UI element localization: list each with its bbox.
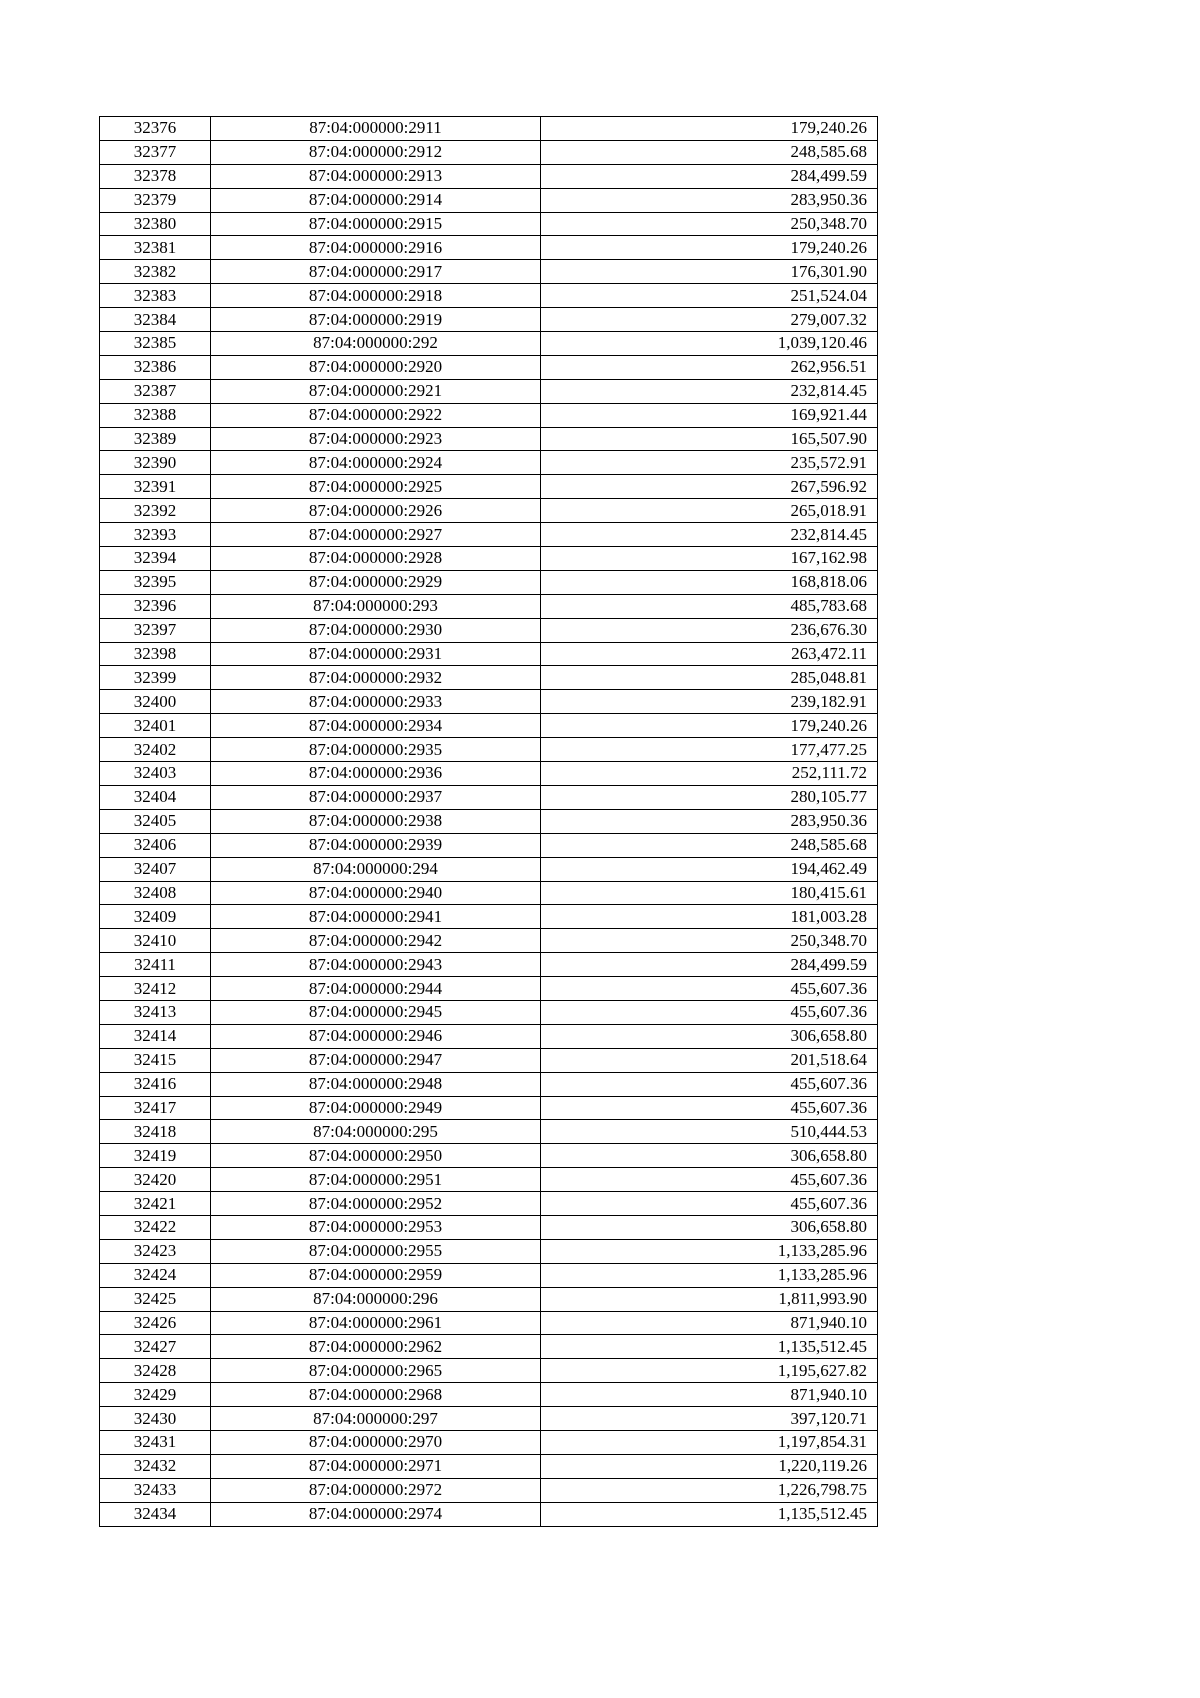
value-cell: 169,921.44 [541, 403, 878, 427]
value-cell: 180,415.61 [541, 881, 878, 905]
row-number-cell: 32385 [100, 332, 211, 356]
value-cell: 181,003.28 [541, 905, 878, 929]
table-row [100, 570, 878, 594]
row-number-cell: 32403 [100, 762, 211, 786]
row-number-cell: 32423 [100, 1239, 211, 1263]
cadastral-number-cell: 87:04:000000:2930 [211, 618, 541, 642]
cadastral-number-cell: 87:04:000000:2962 [211, 1335, 541, 1359]
table-row [100, 594, 878, 618]
value-cell: 232,814.45 [541, 523, 878, 547]
row-number-cell: 32417 [100, 1096, 211, 1120]
table-row [100, 1144, 878, 1168]
row-number-cell: 32390 [100, 451, 211, 475]
cadastral-number-cell: 87:04:000000:2970 [211, 1430, 541, 1454]
table-row [100, 547, 878, 571]
table-row [100, 977, 878, 1001]
value-cell: 1,226,798.75 [541, 1478, 878, 1502]
cadastral-number-cell: 87:04:000000:2952 [211, 1192, 541, 1216]
value-cell: 871,940.10 [541, 1311, 878, 1335]
value-cell: 1,195,627.82 [541, 1359, 878, 1383]
row-number-cell: 32430 [100, 1407, 211, 1431]
row-number-cell: 32389 [100, 427, 211, 451]
row-number-cell: 32383 [100, 284, 211, 308]
value-cell: 510,444.53 [541, 1120, 878, 1144]
row-number-cell: 32415 [100, 1048, 211, 1072]
table-row [100, 1263, 878, 1287]
value-cell: 251,524.04 [541, 284, 878, 308]
cadastral-number-cell: 87:04:000000:2949 [211, 1096, 541, 1120]
row-number-cell: 32419 [100, 1144, 211, 1168]
table-row [100, 762, 878, 786]
cadastral-number-cell: 87:04:000000:2959 [211, 1263, 541, 1287]
cadastral-number-cell: 87:04:000000:2950 [211, 1144, 541, 1168]
row-number-cell: 32414 [100, 1024, 211, 1048]
row-number-cell: 32432 [100, 1454, 211, 1478]
row-number-cell: 32401 [100, 714, 211, 738]
table-row [100, 451, 878, 475]
table-row [100, 785, 878, 809]
table-body [100, 117, 878, 1527]
cadastral-number-cell: 87:04:000000:2934 [211, 714, 541, 738]
cadastral-number-cell: 87:04:000000:295 [211, 1120, 541, 1144]
row-number-cell: 32407 [100, 857, 211, 881]
row-number-cell: 32387 [100, 379, 211, 403]
table-row [100, 1407, 878, 1431]
row-number-cell: 32402 [100, 738, 211, 762]
row-number-cell: 32392 [100, 499, 211, 523]
table-row [100, 1287, 878, 1311]
value-cell: 194,462.49 [541, 857, 878, 881]
row-number-cell: 32422 [100, 1215, 211, 1239]
cadastral-number-cell: 87:04:000000:2933 [211, 690, 541, 714]
row-number-cell: 32421 [100, 1192, 211, 1216]
value-cell: 455,607.36 [541, 1168, 878, 1192]
value-cell: 248,585.68 [541, 140, 878, 164]
row-number-cell: 32431 [100, 1430, 211, 1454]
cadastral-number-cell: 87:04:000000:2917 [211, 260, 541, 284]
row-number-cell: 32409 [100, 905, 211, 929]
table-row [100, 1024, 878, 1048]
cadastral-number-cell: 87:04:000000:2929 [211, 570, 541, 594]
table-row [100, 833, 878, 857]
value-cell: 871,940.10 [541, 1383, 878, 1407]
value-cell: 201,518.64 [541, 1048, 878, 1072]
table-row [100, 117, 878, 141]
cadastral-number-cell: 87:04:000000:2972 [211, 1478, 541, 1502]
row-number-cell: 32398 [100, 642, 211, 666]
value-cell: 306,658.80 [541, 1144, 878, 1168]
row-number-cell: 32434 [100, 1502, 211, 1526]
cadastral-number-cell: 87:04:000000:2939 [211, 833, 541, 857]
table-row [100, 1502, 878, 1526]
row-number-cell: 32426 [100, 1311, 211, 1335]
cadastral-number-cell: 87:04:000000:2944 [211, 977, 541, 1001]
table-row [100, 1383, 878, 1407]
table-row [100, 332, 878, 356]
value-cell: 1,220,119.26 [541, 1454, 878, 1478]
value-cell: 235,572.91 [541, 451, 878, 475]
row-number-cell: 32388 [100, 403, 211, 427]
cadastral-number-cell: 87:04:000000:2948 [211, 1072, 541, 1096]
table-row [100, 857, 878, 881]
cadastral-number-cell: 87:04:000000:2937 [211, 785, 541, 809]
cadastral-number-cell: 87:04:000000:2947 [211, 1048, 541, 1072]
value-cell: 1,197,854.31 [541, 1430, 878, 1454]
value-cell: 1,133,285.96 [541, 1239, 878, 1263]
cadastral-number-cell: 87:04:000000:2928 [211, 547, 541, 571]
row-number-cell: 32428 [100, 1359, 211, 1383]
table-row [100, 714, 878, 738]
cadastral-number-cell: 87:04:000000:292 [211, 332, 541, 356]
cadastral-number-cell: 87:04:000000:2911 [211, 117, 541, 141]
row-number-cell: 32410 [100, 929, 211, 953]
cadastral-number-cell: 87:04:000000:2953 [211, 1215, 541, 1239]
value-cell: 284,499.59 [541, 953, 878, 977]
cadastral-number-cell: 87:04:000000:293 [211, 594, 541, 618]
value-cell: 250,348.70 [541, 929, 878, 953]
value-cell: 455,607.36 [541, 977, 878, 1001]
table-row [100, 690, 878, 714]
value-cell: 263,472.11 [541, 642, 878, 666]
value-cell: 248,585.68 [541, 833, 878, 857]
row-number-cell: 32378 [100, 164, 211, 188]
table-row [100, 1192, 878, 1216]
cadastral-number-cell: 87:04:000000:2941 [211, 905, 541, 929]
cadastral-number-cell: 87:04:000000:2974 [211, 1502, 541, 1526]
value-cell: 306,658.80 [541, 1215, 878, 1239]
cadastral-number-cell: 87:04:000000:2942 [211, 929, 541, 953]
table-row [100, 809, 878, 833]
table-row [100, 427, 878, 451]
table-row [100, 260, 878, 284]
cadastral-number-cell: 87:04:000000:2935 [211, 738, 541, 762]
row-number-cell: 32379 [100, 188, 211, 212]
value-cell: 280,105.77 [541, 785, 878, 809]
value-cell: 177,477.25 [541, 738, 878, 762]
row-number-cell: 32384 [100, 308, 211, 332]
cadastral-number-cell: 87:04:000000:2971 [211, 1454, 541, 1478]
cadastral-number-cell: 87:04:000000:2965 [211, 1359, 541, 1383]
table-row [100, 1096, 878, 1120]
cadastral-number-cell: 87:04:000000:2920 [211, 355, 541, 379]
value-cell: 232,814.45 [541, 379, 878, 403]
table-row [100, 1454, 878, 1478]
value-cell: 1,039,120.46 [541, 332, 878, 356]
table-row [100, 1311, 878, 1335]
cadastral-number-cell: 87:04:000000:2927 [211, 523, 541, 547]
cadastral-number-cell: 87:04:000000:2936 [211, 762, 541, 786]
value-cell: 485,783.68 [541, 594, 878, 618]
cadastral-number-cell: 87:04:000000:2932 [211, 666, 541, 690]
value-cell: 176,301.90 [541, 260, 878, 284]
table-row [100, 284, 878, 308]
data-table [99, 116, 878, 1527]
value-cell: 165,507.90 [541, 427, 878, 451]
cadastral-number-cell: 87:04:000000:2931 [211, 642, 541, 666]
cadastral-number-cell: 87:04:000000:2915 [211, 212, 541, 236]
row-number-cell: 32381 [100, 236, 211, 260]
value-cell: 283,950.36 [541, 188, 878, 212]
value-cell: 279,007.32 [541, 308, 878, 332]
table-row [100, 1430, 878, 1454]
table-row [100, 379, 878, 403]
table-row [100, 929, 878, 953]
table-row [100, 236, 878, 260]
row-number-cell: 32391 [100, 475, 211, 499]
table-row [100, 1120, 878, 1144]
value-cell: 455,607.36 [541, 1096, 878, 1120]
row-number-cell: 32406 [100, 833, 211, 857]
row-number-cell: 32404 [100, 785, 211, 809]
cadastral-number-cell: 87:04:000000:2923 [211, 427, 541, 451]
cadastral-number-cell: 87:04:000000:2913 [211, 164, 541, 188]
table-row [100, 212, 878, 236]
row-number-cell: 32408 [100, 881, 211, 905]
table-row [100, 308, 878, 332]
row-number-cell: 32418 [100, 1120, 211, 1144]
cadastral-number-cell: 87:04:000000:2951 [211, 1168, 541, 1192]
cadastral-number-cell: 87:04:000000:2961 [211, 1311, 541, 1335]
value-cell: 306,658.80 [541, 1024, 878, 1048]
row-number-cell: 32397 [100, 618, 211, 642]
cadastral-number-cell: 87:04:000000:2925 [211, 475, 541, 499]
cadastral-number-cell: 87:04:000000:2912 [211, 140, 541, 164]
table-row [100, 1072, 878, 1096]
row-number-cell: 32393 [100, 523, 211, 547]
cadastral-number-cell: 87:04:000000:294 [211, 857, 541, 881]
table-row [100, 355, 878, 379]
cadastral-number-cell: 87:04:000000:2955 [211, 1239, 541, 1263]
table-row [100, 140, 878, 164]
table-row [100, 499, 878, 523]
cadastral-number-cell: 87:04:000000:2940 [211, 881, 541, 905]
value-cell: 262,956.51 [541, 355, 878, 379]
value-cell: 1,811,993.90 [541, 1287, 878, 1311]
value-cell: 252,111.72 [541, 762, 878, 786]
value-cell: 179,240.26 [541, 117, 878, 141]
table-row [100, 953, 878, 977]
row-number-cell: 32424 [100, 1263, 211, 1287]
table-row [100, 1239, 878, 1263]
value-cell: 179,240.26 [541, 236, 878, 260]
cadastral-number-cell: 87:04:000000:297 [211, 1407, 541, 1431]
value-cell: 1,133,285.96 [541, 1263, 878, 1287]
table-row [100, 1335, 878, 1359]
value-cell: 285,048.81 [541, 666, 878, 690]
table-row [100, 738, 878, 762]
cadastral-number-cell: 87:04:000000:2919 [211, 308, 541, 332]
row-number-cell: 32386 [100, 355, 211, 379]
value-cell: 250,348.70 [541, 212, 878, 236]
value-cell: 239,182.91 [541, 690, 878, 714]
value-cell: 284,499.59 [541, 164, 878, 188]
row-number-cell: 32377 [100, 140, 211, 164]
cadastral-number-cell: 87:04:000000:2922 [211, 403, 541, 427]
row-number-cell: 32382 [100, 260, 211, 284]
value-cell: 455,607.36 [541, 1072, 878, 1096]
row-number-cell: 32380 [100, 212, 211, 236]
table-row [100, 1478, 878, 1502]
row-number-cell: 32395 [100, 570, 211, 594]
row-number-cell: 32399 [100, 666, 211, 690]
cadastral-number-cell: 87:04:000000:2916 [211, 236, 541, 260]
value-cell: 455,607.36 [541, 1000, 878, 1024]
cadastral-number-cell: 87:04:000000:2938 [211, 809, 541, 833]
table-row [100, 1359, 878, 1383]
value-cell: 168,818.06 [541, 570, 878, 594]
row-number-cell: 32427 [100, 1335, 211, 1359]
table-row [100, 881, 878, 905]
cadastral-number-cell: 87:04:000000:2946 [211, 1024, 541, 1048]
row-number-cell: 32400 [100, 690, 211, 714]
value-cell: 1,135,512.45 [541, 1502, 878, 1526]
row-number-cell: 32396 [100, 594, 211, 618]
value-cell: 397,120.71 [541, 1407, 878, 1431]
value-cell: 455,607.36 [541, 1192, 878, 1216]
cadastral-number-cell: 87:04:000000:2918 [211, 284, 541, 308]
value-cell: 265,018.91 [541, 499, 878, 523]
value-cell: 1,135,512.45 [541, 1335, 878, 1359]
value-cell: 283,950.36 [541, 809, 878, 833]
row-number-cell: 32413 [100, 1000, 211, 1024]
table-row [100, 1048, 878, 1072]
table-row [100, 164, 878, 188]
table-row [100, 905, 878, 929]
row-number-cell: 32433 [100, 1478, 211, 1502]
cadastral-number-cell: 87:04:000000:2968 [211, 1383, 541, 1407]
row-number-cell: 32429 [100, 1383, 211, 1407]
table-row [100, 188, 878, 212]
value-cell: 167,162.98 [541, 547, 878, 571]
row-number-cell: 32412 [100, 977, 211, 1001]
table-row [100, 475, 878, 499]
cadastral-number-cell: 87:04:000000:2921 [211, 379, 541, 403]
table-row [100, 523, 878, 547]
table-row [100, 642, 878, 666]
value-cell: 179,240.26 [541, 714, 878, 738]
table-row [100, 666, 878, 690]
table-row [100, 1215, 878, 1239]
table-row [100, 1168, 878, 1192]
cadastral-number-cell: 87:04:000000:2945 [211, 1000, 541, 1024]
cadastral-number-cell: 87:04:000000:2926 [211, 499, 541, 523]
row-number-cell: 32405 [100, 809, 211, 833]
row-number-cell: 32394 [100, 547, 211, 571]
row-number-cell: 32376 [100, 117, 211, 141]
value-cell: 236,676.30 [541, 618, 878, 642]
value-cell: 267,596.92 [541, 475, 878, 499]
cadastral-number-cell: 87:04:000000:296 [211, 1287, 541, 1311]
table-row [100, 618, 878, 642]
table-row [100, 1000, 878, 1024]
cadastral-number-cell: 87:04:000000:2943 [211, 953, 541, 977]
row-number-cell: 32416 [100, 1072, 211, 1096]
row-number-cell: 32425 [100, 1287, 211, 1311]
table-row [100, 403, 878, 427]
row-number-cell: 32411 [100, 953, 211, 977]
row-number-cell: 32420 [100, 1168, 211, 1192]
cadastral-number-cell: 87:04:000000:2924 [211, 451, 541, 475]
cadastral-number-cell: 87:04:000000:2914 [211, 188, 541, 212]
